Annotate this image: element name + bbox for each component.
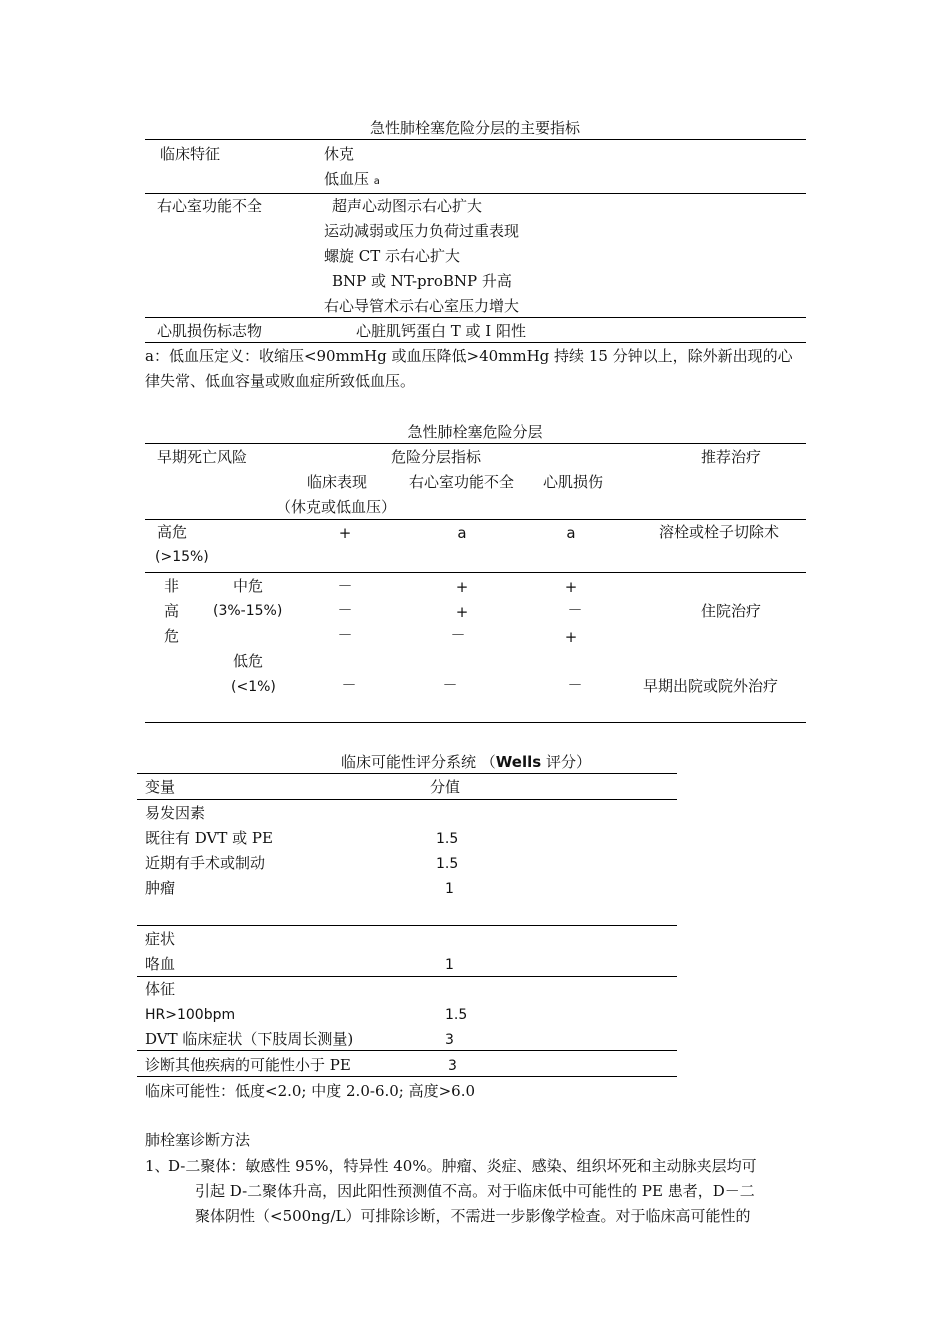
table2-title: 急性肺栓塞危险分层: [407, 423, 543, 441]
table2-low-treatment: 早期出院或院外治疗: [643, 677, 779, 695]
table1-row-rule: [145, 193, 806, 194]
table2-cell: －: [337, 577, 353, 595]
table2-high-label: 高危: [157, 523, 188, 541]
table2-cell: +: [564, 578, 578, 596]
table2-header-myocardial: 心肌损伤: [543, 473, 604, 491]
table3-title: 临床可能性评分系统 （Wells 评分）: [341, 753, 591, 771]
table2-low-pct: (<1%): [231, 679, 276, 695]
table1-top-rule: [145, 139, 806, 140]
table2-header-treatment: 推荐治疗: [701, 448, 762, 466]
table2-high-treatment: 溶栓或栓子切除术: [659, 523, 780, 541]
diagnosis-item-text: 聚体阴性（<500ng/L）可排除诊断，不需进一步影像学检查。对于临床高可能性的: [195, 1207, 751, 1225]
table3-row-score: 1.5: [445, 1007, 468, 1023]
table1-item: 螺旋 CT 示右心扩大: [324, 247, 461, 265]
table2-cell: －: [341, 676, 357, 694]
table2-cell: －: [442, 676, 458, 694]
table2-top-rule: [145, 443, 806, 444]
table3-row-label: 诊断其他疾病的可能性小于 PE: [145, 1056, 351, 1074]
table3-row-label: 既往有 DVT 或 PE: [145, 829, 273, 847]
diagnosis-heading: 肺栓塞诊断方法: [145, 1131, 251, 1149]
table2-header-group: 危险分层指标: [391, 448, 482, 466]
table1-item: 运动减弱或压力负荷过重表现: [324, 222, 520, 240]
diagnosis-item-text: D-二聚体：敏感性 95%，特异性 40%。肿瘤、炎症、感染、组织坏死和主动脉夹层均可: [168, 1157, 757, 1175]
table3-row-label: HR>100bpm: [145, 1007, 236, 1023]
table1-bottom-rule: [145, 342, 806, 343]
table3-group-label: 易发因素: [145, 804, 206, 822]
table2-cell: a: [457, 524, 467, 542]
table3-row-score: 1.5: [436, 831, 459, 847]
table2-cell: +: [455, 603, 469, 621]
table1-item: 休克: [324, 145, 355, 163]
table3-header-rule: [137, 799, 677, 800]
table2-nonhigh-label: 非: [164, 577, 180, 595]
table2-cell: －: [567, 676, 583, 694]
table2-row-rule: [145, 572, 806, 573]
table2-header-clinical: 临床表现: [307, 473, 368, 491]
table2-nonhigh-label: 危: [164, 627, 180, 645]
table1-item: 超声心动图示右心扩大: [332, 197, 483, 215]
table2-header-risk: 早期死亡风险: [157, 448, 248, 466]
table3-row-label: 近期有手术或制动: [145, 854, 266, 872]
table3-row-rule: [137, 1050, 677, 1051]
diagnosis-item-number: 1、: [145, 1157, 170, 1175]
table2-cell: －: [567, 601, 583, 619]
table3-group-label: 体征: [145, 980, 176, 998]
table2-mid-pct: (3%-15%): [213, 603, 283, 619]
table3-header-score: 分值: [430, 778, 461, 796]
table2-cell: +: [564, 628, 578, 646]
table2-low-label: 低危: [233, 652, 264, 670]
table3-row-score: 1.5: [436, 856, 459, 872]
table1-item: 低血压 a: [324, 170, 380, 188]
table3-note: 临床可能性：低度<2.0; 中度 2.0-6.0; 高度>6.0: [145, 1082, 476, 1100]
table1-item: BNP 或 NT-proBNP 升高: [332, 272, 512, 290]
table2-header-rv: 右心室功能不全: [409, 473, 515, 491]
table1-item: 心脏肌钙蛋白 T 或 I 阳性: [356, 322, 527, 340]
table3-header-variable: 变量: [145, 778, 176, 796]
table3-row-score: 1: [445, 881, 454, 897]
table2-cell: －: [337, 601, 353, 619]
table3-row-score: 1: [445, 957, 454, 973]
table2-mid-label: 中危: [233, 577, 264, 595]
table1-row-label: 临床特征: [160, 145, 221, 163]
table2-bottom-rule: [145, 722, 806, 723]
table2-nonhigh-label: 高: [164, 602, 180, 620]
table1-row-rule: [145, 317, 806, 318]
table2-cell: a: [566, 524, 576, 542]
table2-high-pct: (>15%): [155, 549, 209, 565]
table2-cell: +: [338, 524, 352, 542]
table3-group-label: 症状: [145, 930, 176, 948]
table3-row-score: 3: [448, 1058, 457, 1074]
table2-header-clinical-sub: （休克或低血压）: [276, 498, 397, 516]
table1-row-label: 心肌损伤标志物: [157, 322, 263, 340]
table2-header-rule: [145, 519, 806, 520]
table3-bottom-rule: [137, 1076, 677, 1077]
table3-row-rule: [137, 976, 677, 977]
table3-row-label: DVT 临床症状（下肢周长测量): [145, 1030, 354, 1048]
diagnosis-item-text: 引起 D-二聚体升高，因此阳性预测值不高。对于临床低中可能性的 PE 患者，D－二: [195, 1182, 755, 1200]
table2-cell: －: [450, 626, 466, 644]
table3-row-label: 咯血: [145, 955, 176, 973]
table3-row-score: 3: [445, 1032, 454, 1048]
table3-top-rule: [137, 773, 677, 774]
table2-cell: +: [455, 578, 469, 596]
table2-cell: －: [337, 626, 353, 644]
table3-row-label: 肿瘤: [145, 879, 176, 897]
table1-title: 急性肺栓塞危险分层的主要指标: [369, 119, 580, 137]
table1-item: 右心导管术示右心室压力增大: [324, 297, 520, 315]
table2-mid-treatment: 住院治疗: [701, 602, 762, 620]
table3-row-rule: [137, 925, 677, 926]
table1-footnote: a：低血压定义：收缩压<90mmHg 或血压降低>40mmHg 持续 15 分钟以上，除外新出现的心: [145, 347, 793, 365]
table1-row-label: 右心室功能不全: [157, 197, 263, 215]
table1-footnote: 律失常、低血容量或败血症所致低血压。: [145, 372, 416, 390]
